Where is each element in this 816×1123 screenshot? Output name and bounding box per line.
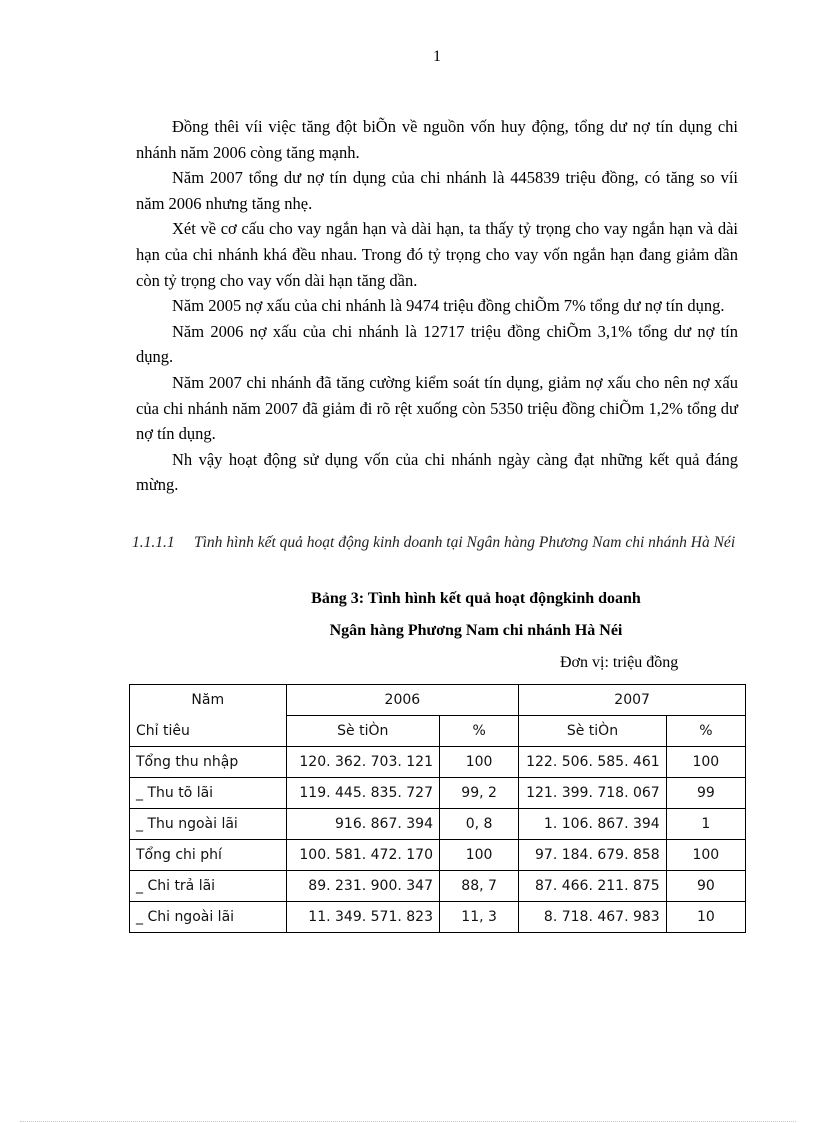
pct-2006: 99, 2 <box>439 778 518 809</box>
row-label: Tổng thu nhập <box>130 747 287 778</box>
paragraph: Năm 2007 tổng dư nợ tín dụng của chi nhánh là 445839 triệu đồng, có tăng so víi năm 2006 nhưng tăng nhẹ. <box>136 168 738 213</box>
table-title-line2: Ngân hàng Phương Nam chi nhánh Hà Néi <box>329 622 623 639</box>
page-divider <box>20 1121 796 1122</box>
row-label: _ Thu tõ lãi <box>130 778 287 809</box>
pct-2007: 100 <box>666 840 745 871</box>
results-table <box>129 684 746 933</box>
value-2006: 100. 581. 472. 170 <box>286 840 439 871</box>
section-title: Tình hình kết quả hoạt động kinh doanh tại Ngân hàng Phương Nam chi nhánh Hà Néi <box>194 534 736 551</box>
table-row <box>130 809 746 840</box>
table-row <box>130 747 746 778</box>
table-row <box>130 778 746 809</box>
pct-2006: 0, 8 <box>439 809 518 840</box>
table-subheader-row <box>130 716 746 747</box>
row-label: _ Chi ngoài lãi <box>130 902 287 933</box>
paragraph: Nh vậy hoạt động sử dụng vốn của chi nhánh ngày càng đạt những kết quả đáng mừng. <box>136 449 738 495</box>
pct-header-2006: % <box>439 716 518 747</box>
value-2007: 121. 399. 718. 067 <box>519 778 666 809</box>
pct-2007: 90 <box>666 871 745 902</box>
value-2006: 916. 867. 394 <box>286 809 439 840</box>
paragraph: Năm 2007 chi nhánh đã tăng cường kiểm soát tín dụng, giảm nợ xấu cho nên nợ xấu của chi nhánh năm 2007 đã giảm đi rõ rệt xuống còn 5350 triệu đồng chiÕm 1,2% tổng dư nợ tín dụng. <box>136 372 738 444</box>
body-text <box>136 114 738 498</box>
value-2006: 89. 231. 900. 347 <box>286 871 439 902</box>
table-header-row <box>130 685 746 716</box>
corner-year-label: Năm <box>130 685 287 716</box>
value-2007: 8. 718. 467. 983 <box>519 902 666 933</box>
table-row <box>130 840 746 871</box>
value-2007: 1. 106. 867. 394 <box>519 809 666 840</box>
value-2006: 120. 362. 703. 121 <box>286 747 439 778</box>
paragraph: Đồng thêi víi việc tăng đột biÕn về nguồn vốn huy động, tổng dư nợ tín dụng chi nhánh năm 2006 còng tăng mạnh. <box>136 117 738 162</box>
row-label: _ Chi trả lãi <box>130 871 287 902</box>
pct-2007: 100 <box>666 747 745 778</box>
money-header-2006: Sè tiÒn <box>286 716 439 747</box>
paragraph: Năm 2005 nợ xấu của chi nhánh là 9474 triệu đồng chiÕm 7% tổng dư nợ tín dụng. <box>172 296 725 316</box>
pct-header-2007: % <box>666 716 745 747</box>
unit-label: Đơn vị: triệu đồng <box>560 654 679 671</box>
pct-2007: 99 <box>666 778 745 809</box>
year-2006-header: 2006 <box>286 685 519 716</box>
money-header-2007: Sè tiÒn <box>519 716 666 747</box>
pct-2006: 100 <box>439 747 518 778</box>
value-2006: 119. 445. 835. 727 <box>286 778 439 809</box>
table-row <box>130 902 746 933</box>
corner-indicator-label: Chỉ tiêu <box>130 716 287 747</box>
pct-2007: 10 <box>666 902 745 933</box>
row-label: _ Thu ngoài lãi <box>130 809 287 840</box>
page-number: 1 <box>433 48 441 65</box>
paragraph: Xét về cơ cấu cho vay ngắn hạn và dài hạn, ta thấy tỷ trọng cho vay ngắn hạn và dài hạn của chi nhánh khá đều nhau. Trong đó tỷ trọng cho vay vốn ngắn hạn đang giảm dần còn tỷ trọng cho vay vốn dài hạn tăng dần. <box>136 219 738 290</box>
pct-2006: 100 <box>439 840 518 871</box>
paragraph: Năm 2006 nợ xấu của chi nhánh là 12717 triệu đồng chiÕm 3,1% tổng dư nợ tín dụng. <box>136 321 738 367</box>
value-2007: 122. 506. 585. 461 <box>519 747 666 778</box>
row-label: Tổng chi phí <box>130 840 287 871</box>
value-2006: 11. 349. 571. 823 <box>286 902 439 933</box>
pct-2006: 11, 3 <box>439 902 518 933</box>
pct-2007: 1 <box>666 809 745 840</box>
table-row <box>130 871 746 902</box>
value-2007: 97. 184. 679. 858 <box>519 840 666 871</box>
year-2007-header: 2007 <box>519 685 746 716</box>
table-title-line1: Bảng 3: Tình hình kết quả hoạt độngkinh doanh <box>311 590 641 607</box>
value-2007: 87. 466. 211. 875 <box>519 871 666 902</box>
section-number: 1.1.1.1 <box>132 534 175 551</box>
pct-2006: 88, 7 <box>439 871 518 902</box>
